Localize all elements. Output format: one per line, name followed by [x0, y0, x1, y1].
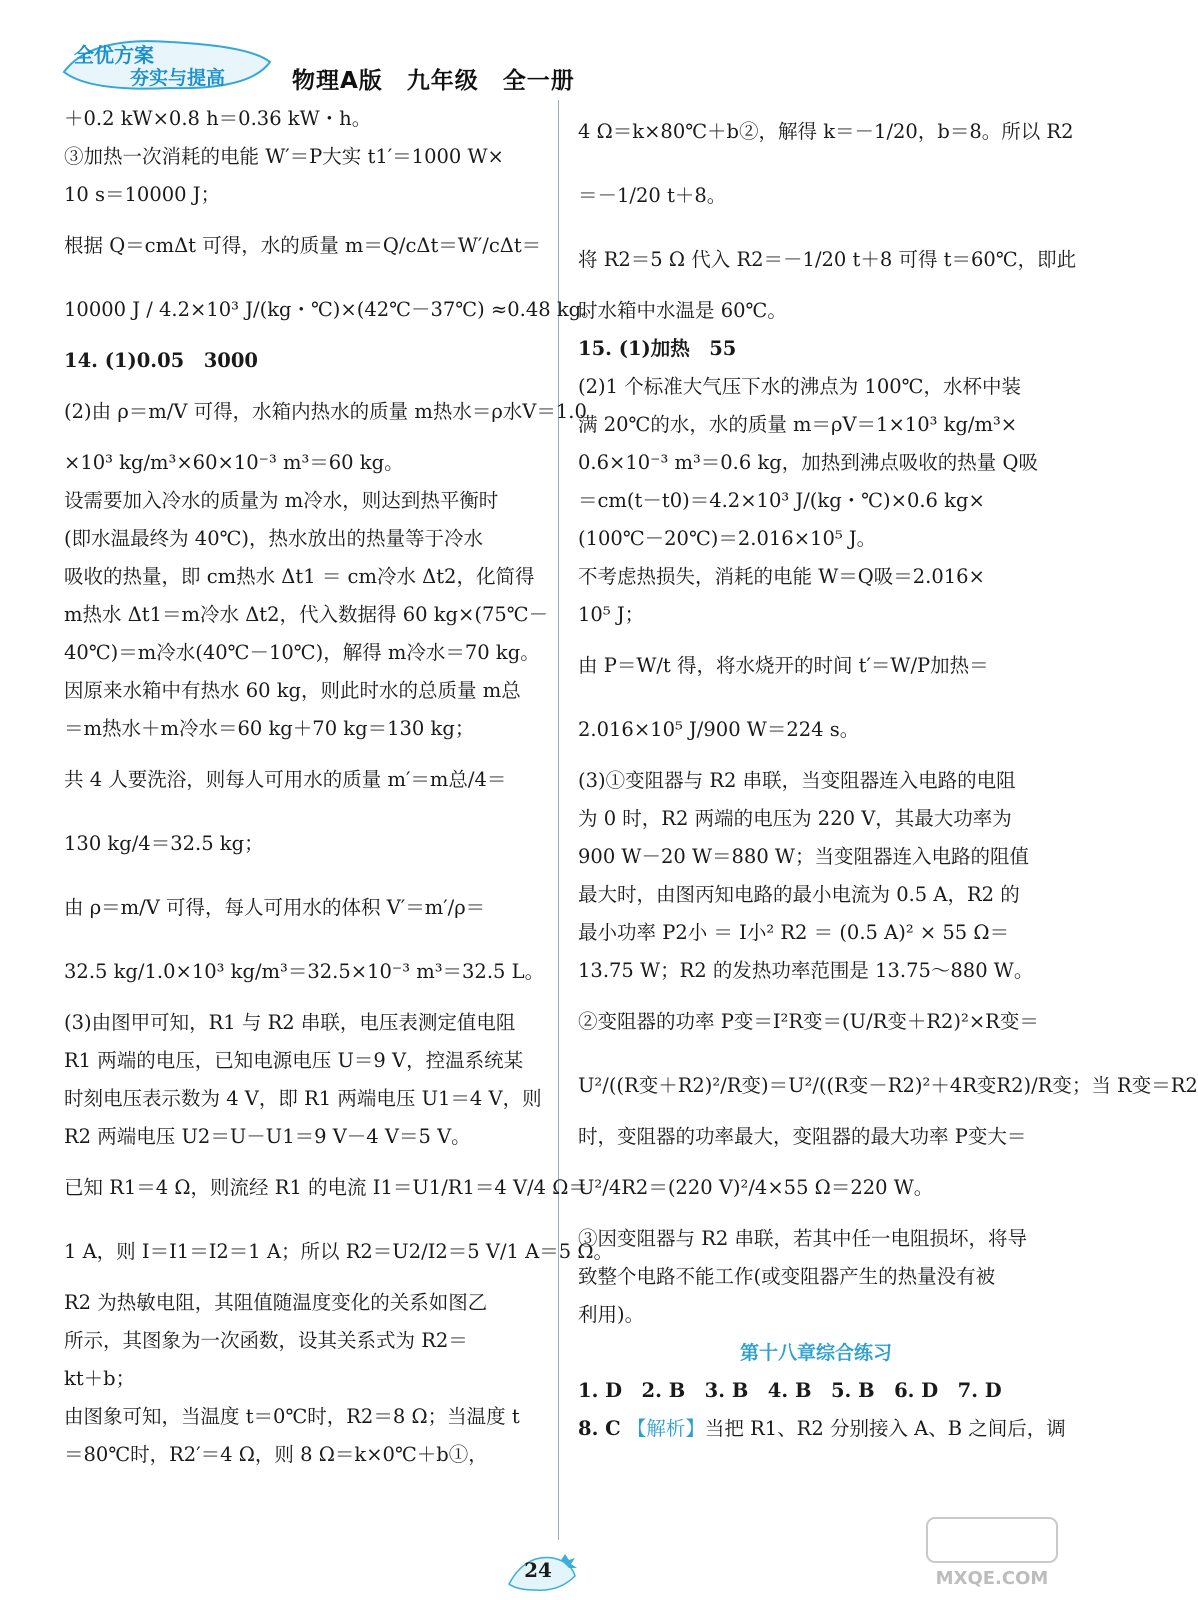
- text-line: 因原来水箱中有热水 60 kg，则此时水的总质量 m总: [64, 679, 521, 702]
- question-8-line: [578, 1410, 1066, 1448]
- text-line: 致整个电路不能工作(或变阻器产生的热量没有被: [578, 1265, 996, 1288]
- text-line: 最大时，由图丙知电路的最小电流为 0.5 A，R2 的: [578, 883, 1020, 906]
- text-line: 0.6×10⁻³ m³＝0.6 kg，加热到沸点吸收的热量 Q吸: [578, 451, 1038, 474]
- brand-logo-graphic: [60, 32, 275, 96]
- text-line: 时刻电压表示数为 4 V，即 R1 两端电压 U1＝4 V，则: [64, 1087, 542, 1110]
- text-line: ＋0.2 kW×0.8 h＝0.36 kW・h。: [64, 107, 372, 130]
- text-line: 130 kg/4＝32.5 kg；: [64, 832, 264, 855]
- text-line: (即水温最终为 40℃)，热水放出的热量等于冷水: [64, 527, 484, 550]
- text-line: ③加热一次消耗的电能 W′＝P大实 t1′＝1000 W×: [64, 145, 504, 168]
- text-line: 由 P＝W/t 得，将水烧开的时间 t′＝W/P加热＝: [578, 654, 989, 677]
- page-number: 24: [524, 1558, 552, 1582]
- text-line: 时水箱中水温是 60℃。: [578, 299, 787, 322]
- text-line: 4 Ω＝k×80℃＋b②，解得 k＝－1/20，b＝8。所以 R2: [578, 120, 1074, 143]
- text-line: (100℃－20℃)＝2.016×10⁵ J。: [578, 527, 877, 550]
- text-line: ＝80℃时，R2′＝4 Ω，则 8 Ω＝k×0℃＋b①，: [64, 1443, 488, 1466]
- question-14-line: 14. (1)0.05 3000: [64, 349, 259, 372]
- text-line: R2 为热敏电阻，其阻值随温度变化的关系如图乙: [64, 1291, 488, 1314]
- text-line: 900 W－20 W＝880 W；当变阻器连入电路的阻值: [578, 845, 1029, 868]
- svg-text:夯实与提高: 夯实与提高: [130, 67, 226, 89]
- text-line: 由图象可知，当温度 t＝0℃时，R2＝8 Ω；当温度 t: [64, 1405, 520, 1428]
- text-line: 40℃)＝m冷水(40℃－10℃)，解得 m冷水＝70 kg。: [64, 641, 540, 664]
- text-line: (3)①变阻器与 R2 串联，当变阻器连入电路的电阻: [578, 769, 1016, 792]
- text-line: 吸收的热量，即 cm热水 Δt1 ＝ cm冷水 Δt2，化简得: [64, 565, 535, 588]
- text-line: 为 0 时，R2 两端的电压为 220 V，其最大功率为: [578, 807, 1012, 830]
- text-line: ＝－1/20 t＋8。: [578, 184, 727, 207]
- text-line: 10⁵ J；: [578, 603, 645, 626]
- text-line: 2.016×10⁵ J/900 W＝224 s。: [578, 718, 860, 741]
- text-line: 时，变阻器的功率最大，变阻器的最大功率 P变大＝: [578, 1125, 1027, 1148]
- text-line: m热水 Δt1＝m冷水 Δt2，代入数据得 60 kg×(75℃－: [64, 603, 549, 626]
- watermark: [917, 1512, 1067, 1592]
- question-15-line: 15. (1)加热 55: [578, 337, 737, 360]
- text-line: 已知 R1＝4 Ω，则流经 R1 的电流 I1＝U1/R1＝4 V/4 Ω＝: [64, 1176, 588, 1199]
- text-line: U²/((R变＋R2)²/R变)＝U²/((R变－R2)²＋4R变R2)/R变；当 R变＝R2: [578, 1074, 1198, 1097]
- text-line: kt＋b；: [64, 1367, 136, 1390]
- brand-logo: [60, 32, 275, 96]
- text-line: 共 4 人要洗浴，则每人可用水的质量 m′＝m总/4＝: [64, 768, 507, 791]
- svg-text:MXQE.COM: MXQE.COM: [935, 1568, 1049, 1589]
- text-line: U²/4R2＝(220 V)²/4×55 Ω＝220 W。: [578, 1176, 934, 1199]
- answer-key: 1. D 2. B 3. B 4. B 5. B 6. D 7. D: [578, 1379, 1002, 1402]
- text-line: R1 两端的电压，已知电源电压 U＝9 V，控温系统某: [64, 1049, 524, 1072]
- analysis-tag: 【解析】: [626, 1417, 705, 1440]
- text-line: 10000 J / 4.2×10³ J/(kg・℃)×(42℃－37℃) ≈0.48 kg。: [64, 298, 601, 321]
- text-line: 满 20℃的水，水的质量 m＝ρV＝1×10³ kg/m³×: [578, 413, 1018, 436]
- text-line: (3)由图甲可知，R1 与 R2 串联，电压表测定值电阻: [64, 1011, 516, 1034]
- text-line: 13.75 W；R2 的发热功率范围是 13.75～880 W。: [578, 959, 1034, 982]
- analysis-text: 当把 R1、R2 分别接入 A、B 之间后，调: [704, 1417, 1066, 1440]
- text-line: ③因变阻器与 R2 串联，若其中任一电阻损坏，将导: [578, 1227, 1027, 1250]
- page-header-title: 物理A版 九年级 全一册: [292, 68, 575, 94]
- svg-text:全优方案: 全优方案: [74, 43, 154, 67]
- text-line: 根据 Q＝cmΔt 可得，水的质量 m＝Q/cΔt＝W′/cΔt＝: [64, 234, 542, 257]
- text-line: 1 A，则 I＝I1＝I2＝1 A；所以 R2＝U2/I2＝5 V/1 A＝5 Ω。: [64, 1240, 614, 1263]
- page-number-badge: [505, 1548, 585, 1594]
- text-line: 由 ρ＝m/V 可得，每人可用水的体积 V′＝m′/ρ＝: [64, 896, 486, 919]
- text-line: ＝cm(t－t0)＝4.2×10³ J/(kg・℃)×0.6 kg×: [578, 489, 985, 512]
- text-line: ②变阻器的功率 P变＝I²R变＝(U/R变＋R2)²×R变＝: [578, 1010, 1039, 1033]
- text-line: 所示，其图象为一次函数，设其关系式为 R2＝: [64, 1329, 468, 1352]
- text-line: (2)1 个标准大气压下水的沸点为 100℃，水杯中装: [578, 375, 1021, 398]
- text-line: 利用)。: [578, 1303, 645, 1326]
- text-line: 最小功率 P2小 ＝ I小² R2 ＝ (0.5 A)² × 55 Ω＝: [578, 921, 1010, 944]
- text-line: ＝m热水＋m冷水＝60 kg＋70 kg＝130 kg；: [64, 717, 475, 740]
- right-column: [578, 100, 1198, 1448]
- watermark-graphic: [917, 1512, 1067, 1592]
- text-line: 32.5 kg/1.0×10³ kg/m³＝32.5×10⁻³ m³＝32.5 L。: [64, 960, 545, 983]
- section-title: 第十八章综合练习: [739, 1342, 892, 1364]
- text-line: 将 R2＝5 Ω 代入 R2＝－1/20 t＋8 可得 t＝60℃，即此: [578, 248, 1077, 271]
- text-line: 10 s＝10000 J；: [64, 183, 221, 206]
- text-line: 设需要加入冷水的质量为 m冷水，则达到热平衡时: [64, 489, 499, 512]
- text-line: R2 两端电压 U2＝U－U1＝9 V－4 V＝5 V。: [64, 1125, 471, 1148]
- text-line: 不考虑热损失，消耗的电能 W＝Q吸＝2.016×: [578, 565, 985, 588]
- text-line: ×10³ kg/m³×60×10⁻³ m³＝60 kg。: [64, 451, 404, 474]
- question-number: 8. C: [578, 1417, 621, 1440]
- text-line: (2)由 ρ＝m/V 可得，水箱内热水的质量 m热水＝ρ水V＝1.0: [64, 400, 587, 423]
